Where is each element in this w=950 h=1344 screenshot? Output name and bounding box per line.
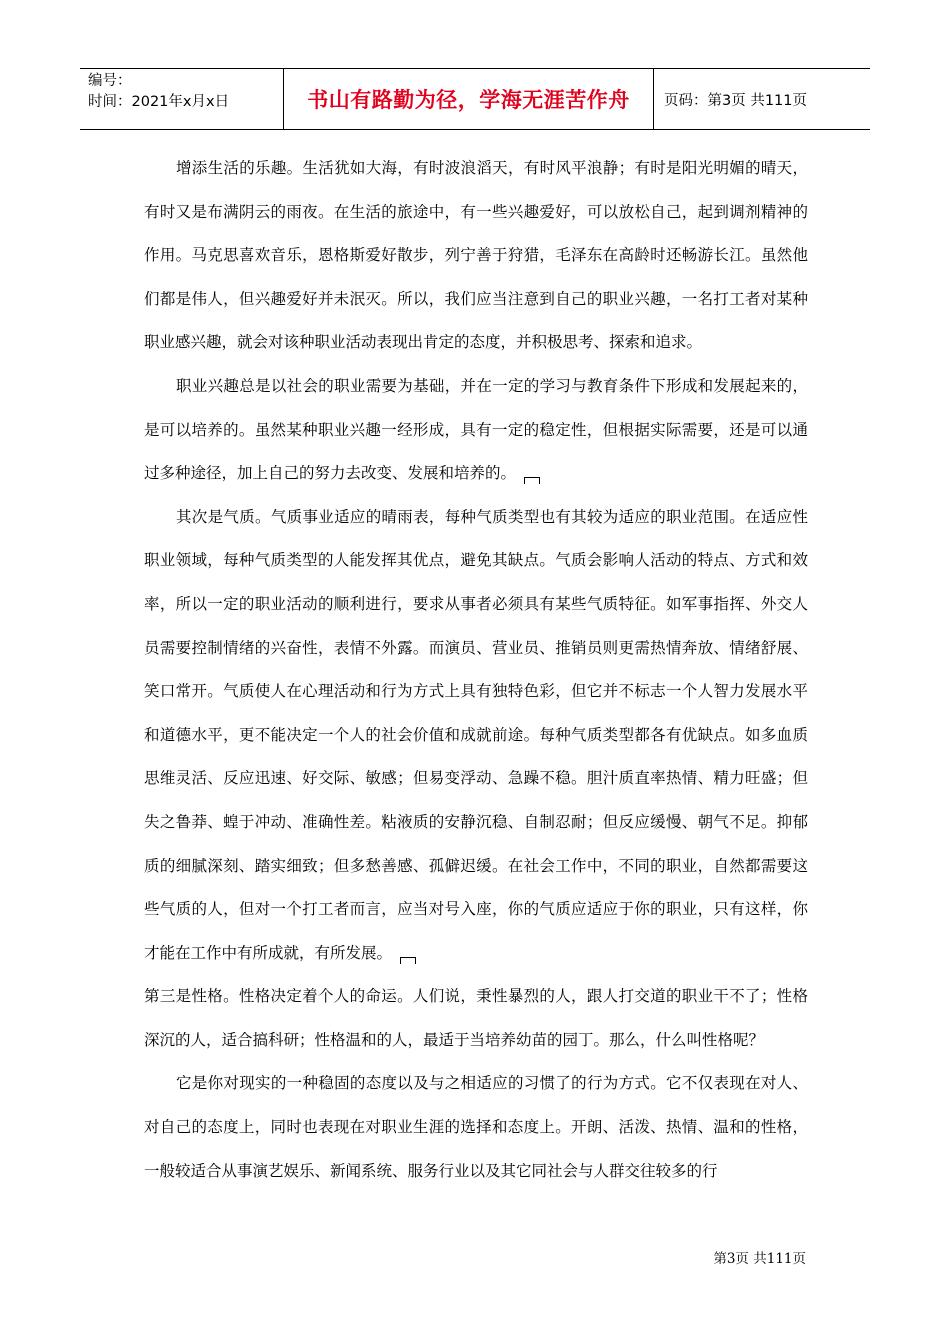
document-body [144,147,808,1193]
header-page-code: 页码：第3页 共111页 [664,92,808,109]
paragraph-temperament [144,496,808,976]
paragraph-text: 职业兴趣总是以社会的职业需要为基础，并在一定的学习与教育条件下形成和发展起来的，是可以培养的。虽然某种职业兴趣一经形成，具有一定的稳定性，但根据实际需要，还是可以通过多种途径，加上自己的努力去改变、发展和培养的。 [144,376,808,483]
paragraph-personality-definition: 它是你对现实的一种稳固的态度以及与之相适应的习惯了的行为方式。它不仅表现在对人、对自己的态度上，同时也表现在对职业生涯的选择和态度上。开朗、活泼、热情、温和的性格，一般较适合从事演艺娱乐、新闻系统、服务行业以及其它同社会与人群交往较多的行 [144,1074,808,1180]
document-number-label: 编号： [88,73,132,89]
document-time: 时间：2021年x月x日 [88,94,230,110]
page-footer: 第3页 共111页 [713,1251,806,1267]
paragraph-end-mark-icon [400,957,416,964]
page-header [80,68,870,130]
paragraph-end-mark-icon [524,477,540,484]
paragraph-interest-fun: 增添生活的乐趣。生活犹如大海，有时波浪滔天，有时风平浪静；有时是阳光明媚的晴天，有时又是布满阴云的雨夜。在生活的旅途中，有一些兴趣爱好，可以放松自己，起到调剂精神的作用。马克思喜欢音乐，恩格斯爱好散步，列宁善于狩猎，毛泽东在高龄时还畅游长江。虽然他们都是伟人，但兴趣爱好并未泯灭。所以，我们应当注意到自己的职业兴趣，一名打工者对某种职业感兴趣，就会对该种职业活动表现出肯定的态度，并积极思考、探索和追求。 [144,159,808,352]
paragraph-personality: 第三是性格。性格决定着个人的命运。人们说，秉性暴烈的人，跟人打交道的职业干不了；性格深沉的人，适合搞科研；性格温和的人，最适于当培养幼苗的园丁。那么，什么叫性格呢？ [144,987,808,1049]
header-motto: 书山有路勤为径，学海无涯苦作舟 [283,69,654,129]
header-meta [80,69,283,129]
paragraph-text: 其次是气质。气质事业适应的晴雨表，每种气质类型也有其较为适应的职业范围。在适应性职业领域，每种气质类型的人能发挥其优点，避免其缺点。气质会影响人活动的特点、方式和效率，所以一定的职业活动的顺利进行，要求从事者必须具有某些气质特征。如军事指挥、外交人员需要控制情绪的兴奋性，表情不外露。而演员、营业员、推销员则更需热情奔放、情绪舒展、笑口常开。气质使人在心理活动和行为方式上具有独特色彩，但它并不标志一个人智力发展水平和道德水平，更不能决定一个人的社会价值和成就前途。每种气质类型都各有优缺点。如多血质思维灵活、反应迅速、好交际、敏感；但易变浮动、急躁不稳。胆汁质直率热情、精力旺盛；但失之鲁莽、蝗于冲动、准确性差。粘液质的安静沉稳、自制忍耐；但反应缓慢、朝气不足。抑郁质的细腻深刻、踏实细致；但多愁善感、孤僻迟缓。在社会工作中，不同的职业，自然都需要这些气质的人，但对一个打工者而言，应当对号入座，你的气质应适应于你的职业，只有这样，你才能在工作中有所成就，有所发展。 [144,507,808,962]
paragraph-interest-cultivation [144,365,808,496]
